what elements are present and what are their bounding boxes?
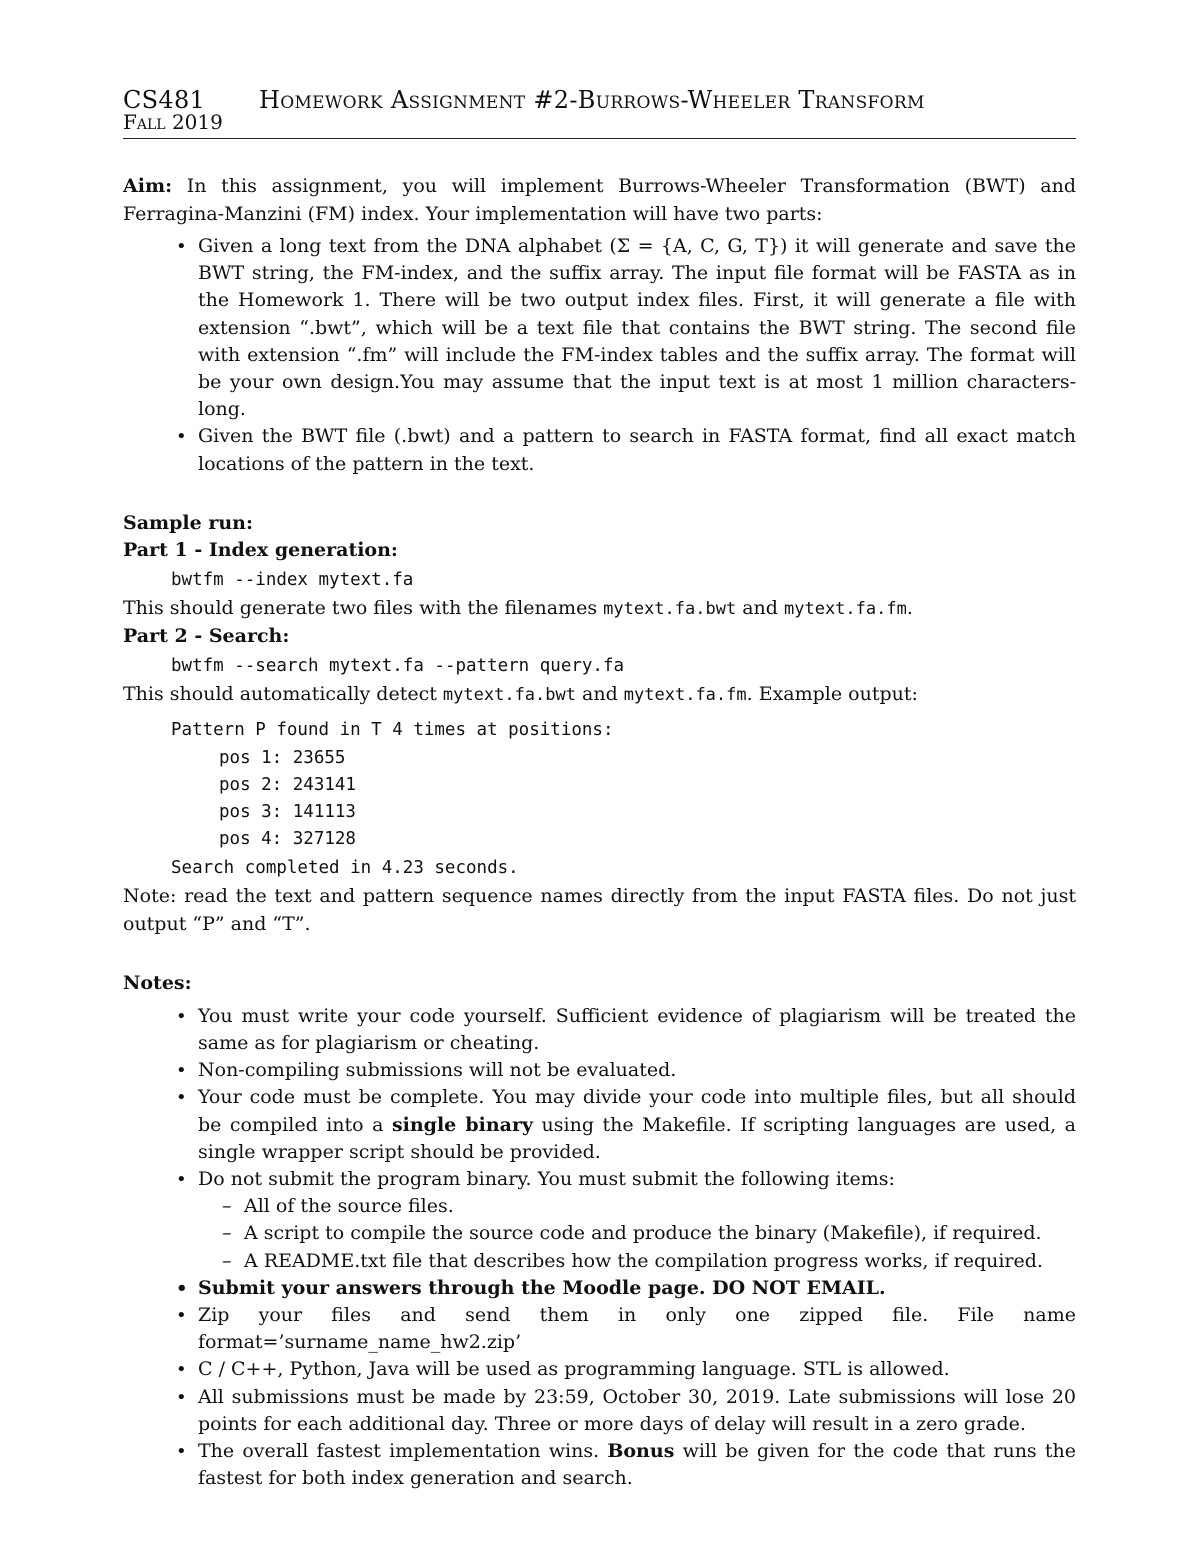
part1-note-text: This should generate two files with the filenames [123, 596, 604, 619]
document-page [123, 82, 1076, 1492]
submission-item: – A README.txt file that describes how the compilation progress works, if required. [244, 1248, 1076, 1275]
output-position: pos 2: 243141 [219, 775, 356, 796]
part1-note-end: . [906, 596, 913, 619]
output-header: Pattern P found in T 4 times at positions: [171, 720, 614, 741]
aim-item: • Given the BWT file (.bwt) and a pattern to search in FASTA format, find all exact match locations of the pattern in the text. [198, 423, 1076, 477]
bonus-emphasis: Bonus [607, 1440, 675, 1463]
part1-note-and: and [736, 596, 784, 619]
notes-list [123, 1003, 1076, 1493]
submission-item: – A script to compile the source code and produce the binary (Makefile), if required. [244, 1220, 1076, 1247]
note-text: using the Makefile. If scripting languages are used, a single wrapper script should be provided. [198, 1113, 1076, 1163]
note-item: • Non-compiling submissions will not be evaluated. [198, 1057, 1076, 1084]
note-item [198, 1084, 1076, 1166]
part2-command: bwtfm --search mytext.fa --pattern query.fa [171, 655, 625, 676]
part2-note-and: and [575, 682, 624, 705]
note-item-submit: • Submit your answers through the Moodle page. DO NOT EMAIL. [198, 1275, 1076, 1302]
part2-note-text: This should automatically detect [123, 682, 443, 705]
fm-filename: mytext.fa.fm [784, 598, 907, 619]
output-footer: Search completed in 4.23 seconds. [171, 858, 519, 879]
note-item [198, 1166, 1076, 1275]
fm-filename: mytext.fa.fm [623, 684, 747, 705]
sample-run-heading: Sample run: [123, 511, 253, 534]
note-item: • Zip your files and send them in only one zipped file. File name format=’surname_name_hw2.zip’ [198, 1302, 1076, 1356]
note-text: Your code must be complete. You may divide your code into multiple files, but all should be compiled into a [198, 1086, 1076, 1136]
part1-heading: Part 1 - Index generation: [123, 539, 398, 562]
term: Fall 2019 [123, 110, 223, 134]
bwt-filename: mytext.fa.bwt [442, 684, 576, 705]
note-text: The overall fastest implementation wins. [198, 1440, 608, 1463]
note-item: • C / C++, Python, Java will be used as programming language. STL is allowed. [198, 1356, 1076, 1383]
notes-heading: Notes: [123, 972, 192, 995]
note-item [198, 1438, 1076, 1492]
header-rule [123, 138, 1076, 139]
course-code: CS481 [123, 86, 206, 114]
single-binary-emphasis: single binary [391, 1113, 534, 1136]
aim-label: Aim: [123, 175, 173, 197]
note-item: • All submissions must be made by 23:59, October 30, 2019. Late submissions will lose 20 points for each additional day. Three or more days of delay will result in a zero grade. [198, 1384, 1076, 1438]
submission-item: – All of the source files. [244, 1193, 1076, 1220]
aim-paragraph [123, 173, 1076, 228]
part1-command: bwtfm --index mytext.fa [171, 569, 414, 590]
note-text: Do not submit the program binary. You must submit the following items: [198, 1168, 895, 1191]
aim-list [123, 233, 1076, 478]
part1-note [123, 595, 1076, 624]
bwt-filename: mytext.fa.bwt [603, 598, 737, 619]
part2-heading: Part 2 - Search: [123, 625, 290, 648]
note-item: • You must write your code yourself. Sufficient evidence of plagiarism will be treated the same as for plagiarism or cheating. [198, 1003, 1076, 1057]
aim-text: In this assignment, you will implement Burrows-Wheeler Transformation (BWT) and Ferragina-Manzini (FM) index. Your implementation will have two parts: [123, 175, 1076, 225]
part2-note-end: . Example output: [746, 682, 918, 705]
submission-items [198, 1193, 1076, 1275]
note-text: will be given for the code that runs the fastest for both index generation and search. [198, 1440, 1077, 1490]
output-position: pos 4: 327128 [219, 829, 356, 850]
header-row [123, 82, 1076, 118]
part2-note [123, 681, 1076, 710]
output-position: pos 3: 141113 [219, 802, 356, 823]
output-position: pos 1: 23655 [219, 748, 346, 769]
sample-note: Note: read the text and pattern sequence names directly from the input FASTA files. Do not just output “P” and “T”. [123, 885, 1076, 935]
aim-item: • Given a long text from the DNA alphabet (Σ = {A, C, G, T}) it will generate and save the BWT string, the FM-index, and the suffix array. The input file format will be FASTA as in the Homework 1. There will be two output index files. First, it will generate a file with extension “.bwt”, which will be a text file that contains the BWT string. The second file with extension “.fm” will include the FM-index tables and the suffix array. The format will be your own design.You may assume that the input text is at most 1 million characters-long. [198, 233, 1076, 423]
document-title: Homework Assignment #2-Burrows-Wheeler Transform [259, 86, 925, 114]
